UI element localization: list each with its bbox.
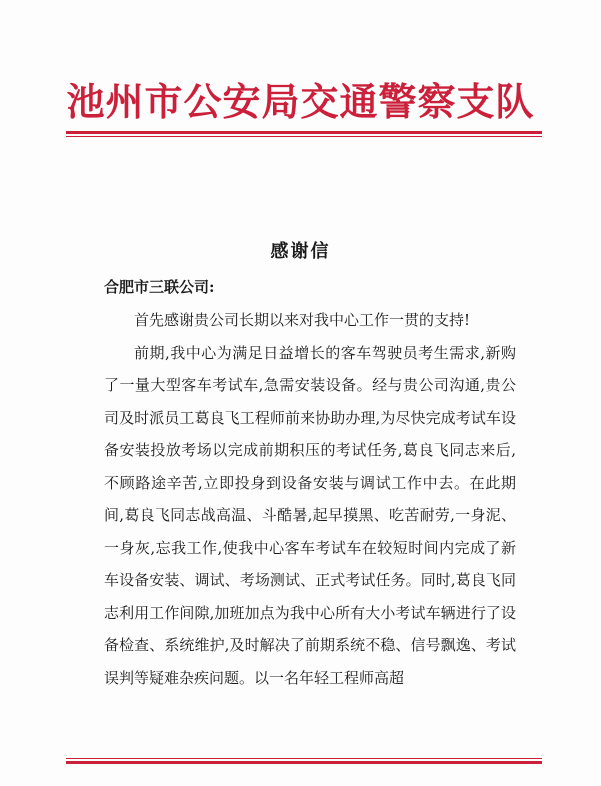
letterhead-rule-thin: [66, 136, 542, 137]
footer-rule-thin: [66, 758, 542, 759]
letterhead-rule-thick: [66, 131, 542, 134]
letter-body: [104, 304, 516, 694]
letter-paragraph: 前期,我中心为满足日益增长的客车驾驶员考生需求,新购了一量大型客车考试车,急需安装设备。经与贵公司沟通,贵公司及时派员工葛良飞工程师前来协助办理,为尽快完成考试车设备安装投放考场以完成前期积压的考试任务,葛良飞同志来后,不顾路途辛苦,立即投身到设备安装与调试工作中去。在此期间,葛良飞同志战高温、斗酷暑,起早摸黑、吃苦耐劳,一身泥、一身灰,忘我工作,使我中心客车考试车在较短时间内完成了新车设备安装、调试、考场测试、正式考试任务。同时,葛良飞同志利用工作间隙,加班加点为我中心所有大小考试车辆进行了设备检查、系统维护,及时解决了前期系统不稳、信号飘逸、考试误判等疑难杂疾问题。以一名年轻工程师高超: [104, 343, 516, 687]
footer-rule-thick: [66, 761, 542, 764]
letter-salutation: 合肥市三联公司:: [104, 278, 215, 296]
letter-paragraph: 首先感谢贵公司长期以来对我中心工作一贯的支持!: [134, 311, 471, 329]
letterhead-title: 池州市公安局交通警察支队: [66, 79, 535, 124]
letter-title: 感谢信: [270, 241, 331, 262]
